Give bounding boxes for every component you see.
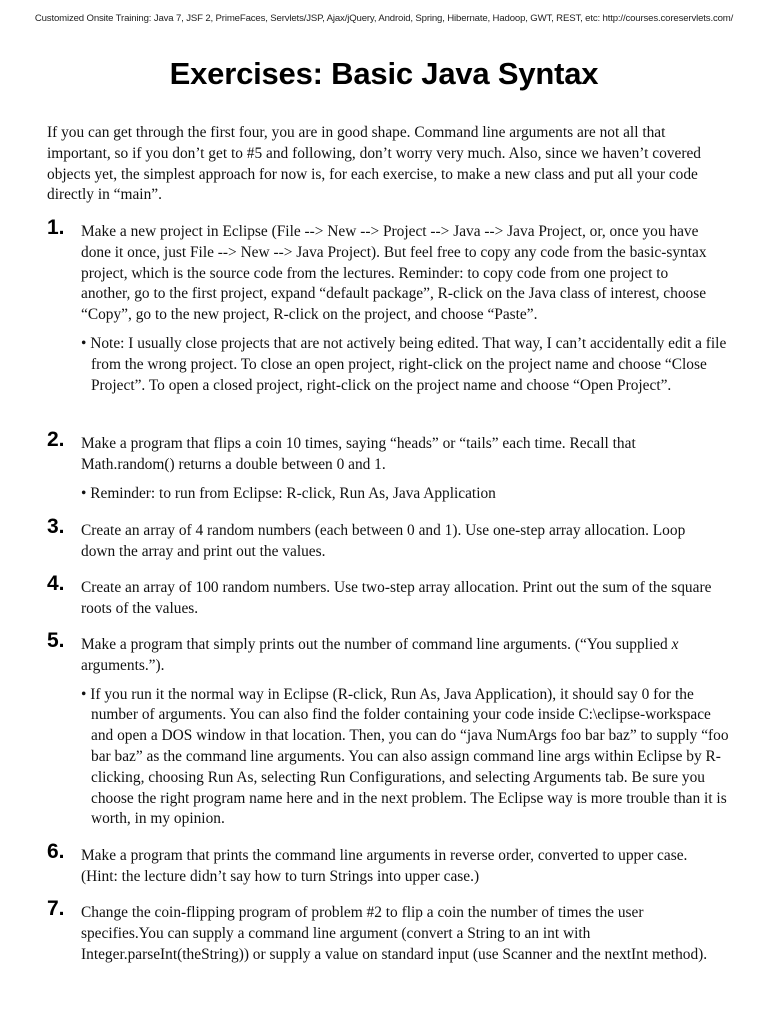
exercise-number: 5. [47,629,65,652]
exercise-number: 6. [47,840,65,863]
exercise-text-after: arguments.”). [81,656,165,674]
exercise-4 [47,572,721,620]
exercise-text: Make a program that prints the command line arguments in reverse order, converted to upper case. (Hint: the lecture didn’t say how to turn Strings into upper case.) [81,847,688,885]
exercise-text: Create an array of 100 random numbers. Use two-step array allocation. Print out the sum of the square roots of the values. [81,579,712,617]
exercise-5 [47,629,729,830]
page-title: Exercises: Basic Java Syntax [169,56,599,91]
exercise-note: • If you run it the normal way in Eclipse (R-click, Run As, Java Application), it should say 0 for the number of arguments. You can also find the folder containing your code inside C:\eclipse-workspace and open a DOS window in that location. Then, you can do “java NumArgs foo bar baz” to supply “foo bar baz” as the command line arguments. You can also assign command line args within Eclipse by R-clicking, choosing Run As, selecting Run Configurations, and selecting Arguments tab. Be sure you choose the right program name here and in the next problem. The Eclipse way is more trouble than it is worth, in my opinion. [81,685,729,828]
exercise-text: Make a new project in Eclipse (File --> New --> Project --> Java --> Java Project, or, once you have done it once, just File --> New --> Java Project). But feel free to copy any code from the basic-syntax project, which is the source code from the lectures. Reminder: to copy code from one project to another, go to the first project, expand “default package”, R-click on the Java class of interest, choose “Copy”, go to the new project, R-click on the project, and choose “Paste”. [81,223,707,324]
exercise-text: Change the coin-flipping program of problem #2 to flip a coin the number of times the user specifies.You can supply a command line argument (convert a String to an int with Integer.parseInt(theString)) or supply a value on standard input (use Scanner and the nextInt method). [81,904,708,963]
exercise-number: 2. [47,428,65,451]
exercise-3 [47,515,721,563]
exercise-note: • Reminder: to run from Eclipse: R-click, Run As, Java Application [81,484,496,502]
exercise-text-before: Make a program that simply prints out the number of command line arguments. (“You supplied [81,636,672,653]
exercise-text [81,635,721,677]
exercise-number: 3. [47,515,65,538]
exercise-note: • Note: I usually close projects that are not actively being edited. That way, I can’t accidentally edit a file from the wrong project. To close an open project, right-click on the project name and choose “Close Project”. To open a closed project, right-click on the project name and choose “Open Project”. [81,334,727,394]
exercise-1 [47,216,727,396]
training-header: Customized Onsite Training: Java 7, JSF 2, PrimeFaces, Servlets/JSP, Ajax/jQuery, Android, Spring, Hibernate, Hadoop, GWT, REST, etc: http://courses.coreservlets.com/ [34,13,734,24]
exercise-text: Create an array of 4 random numbers (each between 0 and 1). Use one-step array allocation. Loop down the array and print out the values. [81,522,686,560]
exercise-7 [47,897,721,965]
exercise-2 [47,428,721,504]
exercise-number: 4. [47,572,65,595]
exercise-6 [47,840,721,888]
exercise-text: Make a program that flips a coin 10 times, saying “heads” or “tails” each time. Recall that Math.random() returns a double between 0 and 1. [81,435,636,473]
exercise-number: 1. [47,216,65,239]
exercise-number: 7. [47,897,65,920]
variable-x: x [671,636,679,653]
intro-paragraph: If you can get through the first four, you are in good shape. Command line arguments are not all that important, so if you don’t get to #5 and following, don’t worry very much. Also, since we haven’t covered objects yet, the simplest approach for now is, for each exercise, to make a new class and put all your code directly in “main”. [47,124,701,204]
